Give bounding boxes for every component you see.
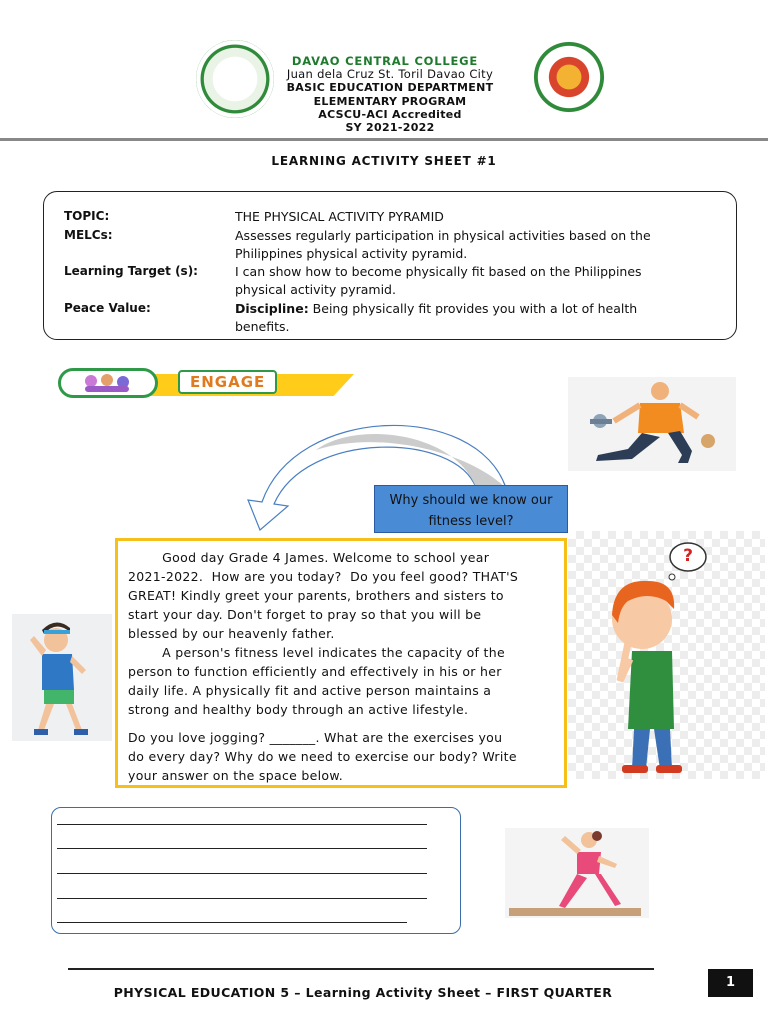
peace-value-line-1 <box>235 300 715 318</box>
college-seal-logo-left <box>196 40 274 118</box>
topic-label: TOPIC: <box>64 209 110 223</box>
passage-line: strong and healthy body through an active lifestyle. <box>128 702 469 717</box>
school-year: SY 2021-2022 <box>345 121 435 134</box>
stretching-boy-image <box>12 614 112 741</box>
department-seal-logo-right <box>530 38 608 116</box>
passage-line: start your day. Don't forget to pray so that you will be <box>128 607 482 622</box>
learning-target-line-1: I can show how to become physically fit based on the Philippines <box>235 264 642 279</box>
college-name: DAVAO CENTRAL COLLEGE <box>291 54 479 68</box>
thinking-boy-icon <box>568 531 765 779</box>
engage-banner <box>58 366 354 406</box>
question-callout-text <box>374 490 568 532</box>
stretching-girl-icon <box>505 828 649 918</box>
peace-value-line-2: benefits. <box>235 319 290 334</box>
passage-line: Do you love jogging? _______. What are the exercises you <box>128 730 503 745</box>
stretching-girl-image <box>505 828 649 918</box>
passage-line: your answer on the space below. <box>128 768 343 783</box>
page-number: 1 <box>708 969 753 997</box>
answer-box[interactable] <box>51 807 461 934</box>
footer-text: PHYSICAL EDUCATION 5 – Learning Activity Sheet – FIRST QUARTER <box>113 985 613 1000</box>
header-divider <box>0 138 768 141</box>
passage-line: person to function efficiently and effectively in his or her <box>128 664 502 679</box>
answer-line[interactable] <box>57 922 407 923</box>
answer-line[interactable] <box>57 898 427 899</box>
learning-target-label: Learning Target (s): <box>64 264 198 278</box>
exercising-man-icon <box>568 377 736 471</box>
answer-line[interactable] <box>57 873 427 874</box>
program-name: ELEMENTARY PROGRAM <box>313 95 467 108</box>
question-line-1: Why should we know our <box>389 493 553 508</box>
thinking-boy-image <box>568 531 765 779</box>
sheet-title: LEARNING ACTIVITY SHEET #1 <box>271 154 497 168</box>
exercising-man-image <box>568 377 736 471</box>
passage-line: blessed by our heavenly father. <box>128 626 335 641</box>
passage-line: A person's fitness level indicates the capacity of the <box>128 645 505 660</box>
passage-line: Good day Grade 4 James. Welcome to school year <box>128 550 490 565</box>
peace-value-keyword: Discipline: <box>235 301 309 316</box>
answer-line[interactable] <box>57 848 427 849</box>
melcs-label: MELCs: <box>64 228 113 242</box>
passage-line: do every day? Why do we need to exercise our body? Write <box>128 749 517 764</box>
kids-group-icon <box>61 371 155 395</box>
department-name: BASIC EDUCATION DEPARTMENT <box>286 81 494 94</box>
passage-line: 2021-2022. How are you today? Do you feel good? THAT'S <box>128 569 519 584</box>
question-line-2: fitness level? <box>428 514 514 529</box>
stretching-boy-icon <box>12 614 112 741</box>
question-mark-icon: ? <box>683 546 693 566</box>
passage-line: GREAT! Kindly greet your parents, brothers and sisters to <box>128 588 504 603</box>
melcs-value-line-2: Philippines physical activity pyramid. <box>235 246 468 261</box>
answer-line[interactable] <box>57 824 427 825</box>
engage-label: ENGAGE <box>178 370 277 394</box>
peace-value-label: Peace Value: <box>64 301 151 315</box>
melcs-value-line-1: Assesses regularly participation in physical activities based on the <box>235 228 651 243</box>
peace-value-text: Being physically fit provides you with a lot of health <box>308 301 638 316</box>
learning-target-line-2: physical activity pyramid. <box>235 282 396 297</box>
college-address: Juan dela Cruz St. Toril Davao City <box>286 67 494 81</box>
passage-line: daily life. A physically fit and active person maintains a <box>128 683 492 698</box>
accreditation: ACSCU-ACI Accredited <box>318 108 462 121</box>
topic-value: THE PHYSICAL ACTIVITY PYRAMID <box>235 209 444 224</box>
engage-kids-illustration <box>58 368 158 398</box>
footer-divider <box>68 968 654 970</box>
